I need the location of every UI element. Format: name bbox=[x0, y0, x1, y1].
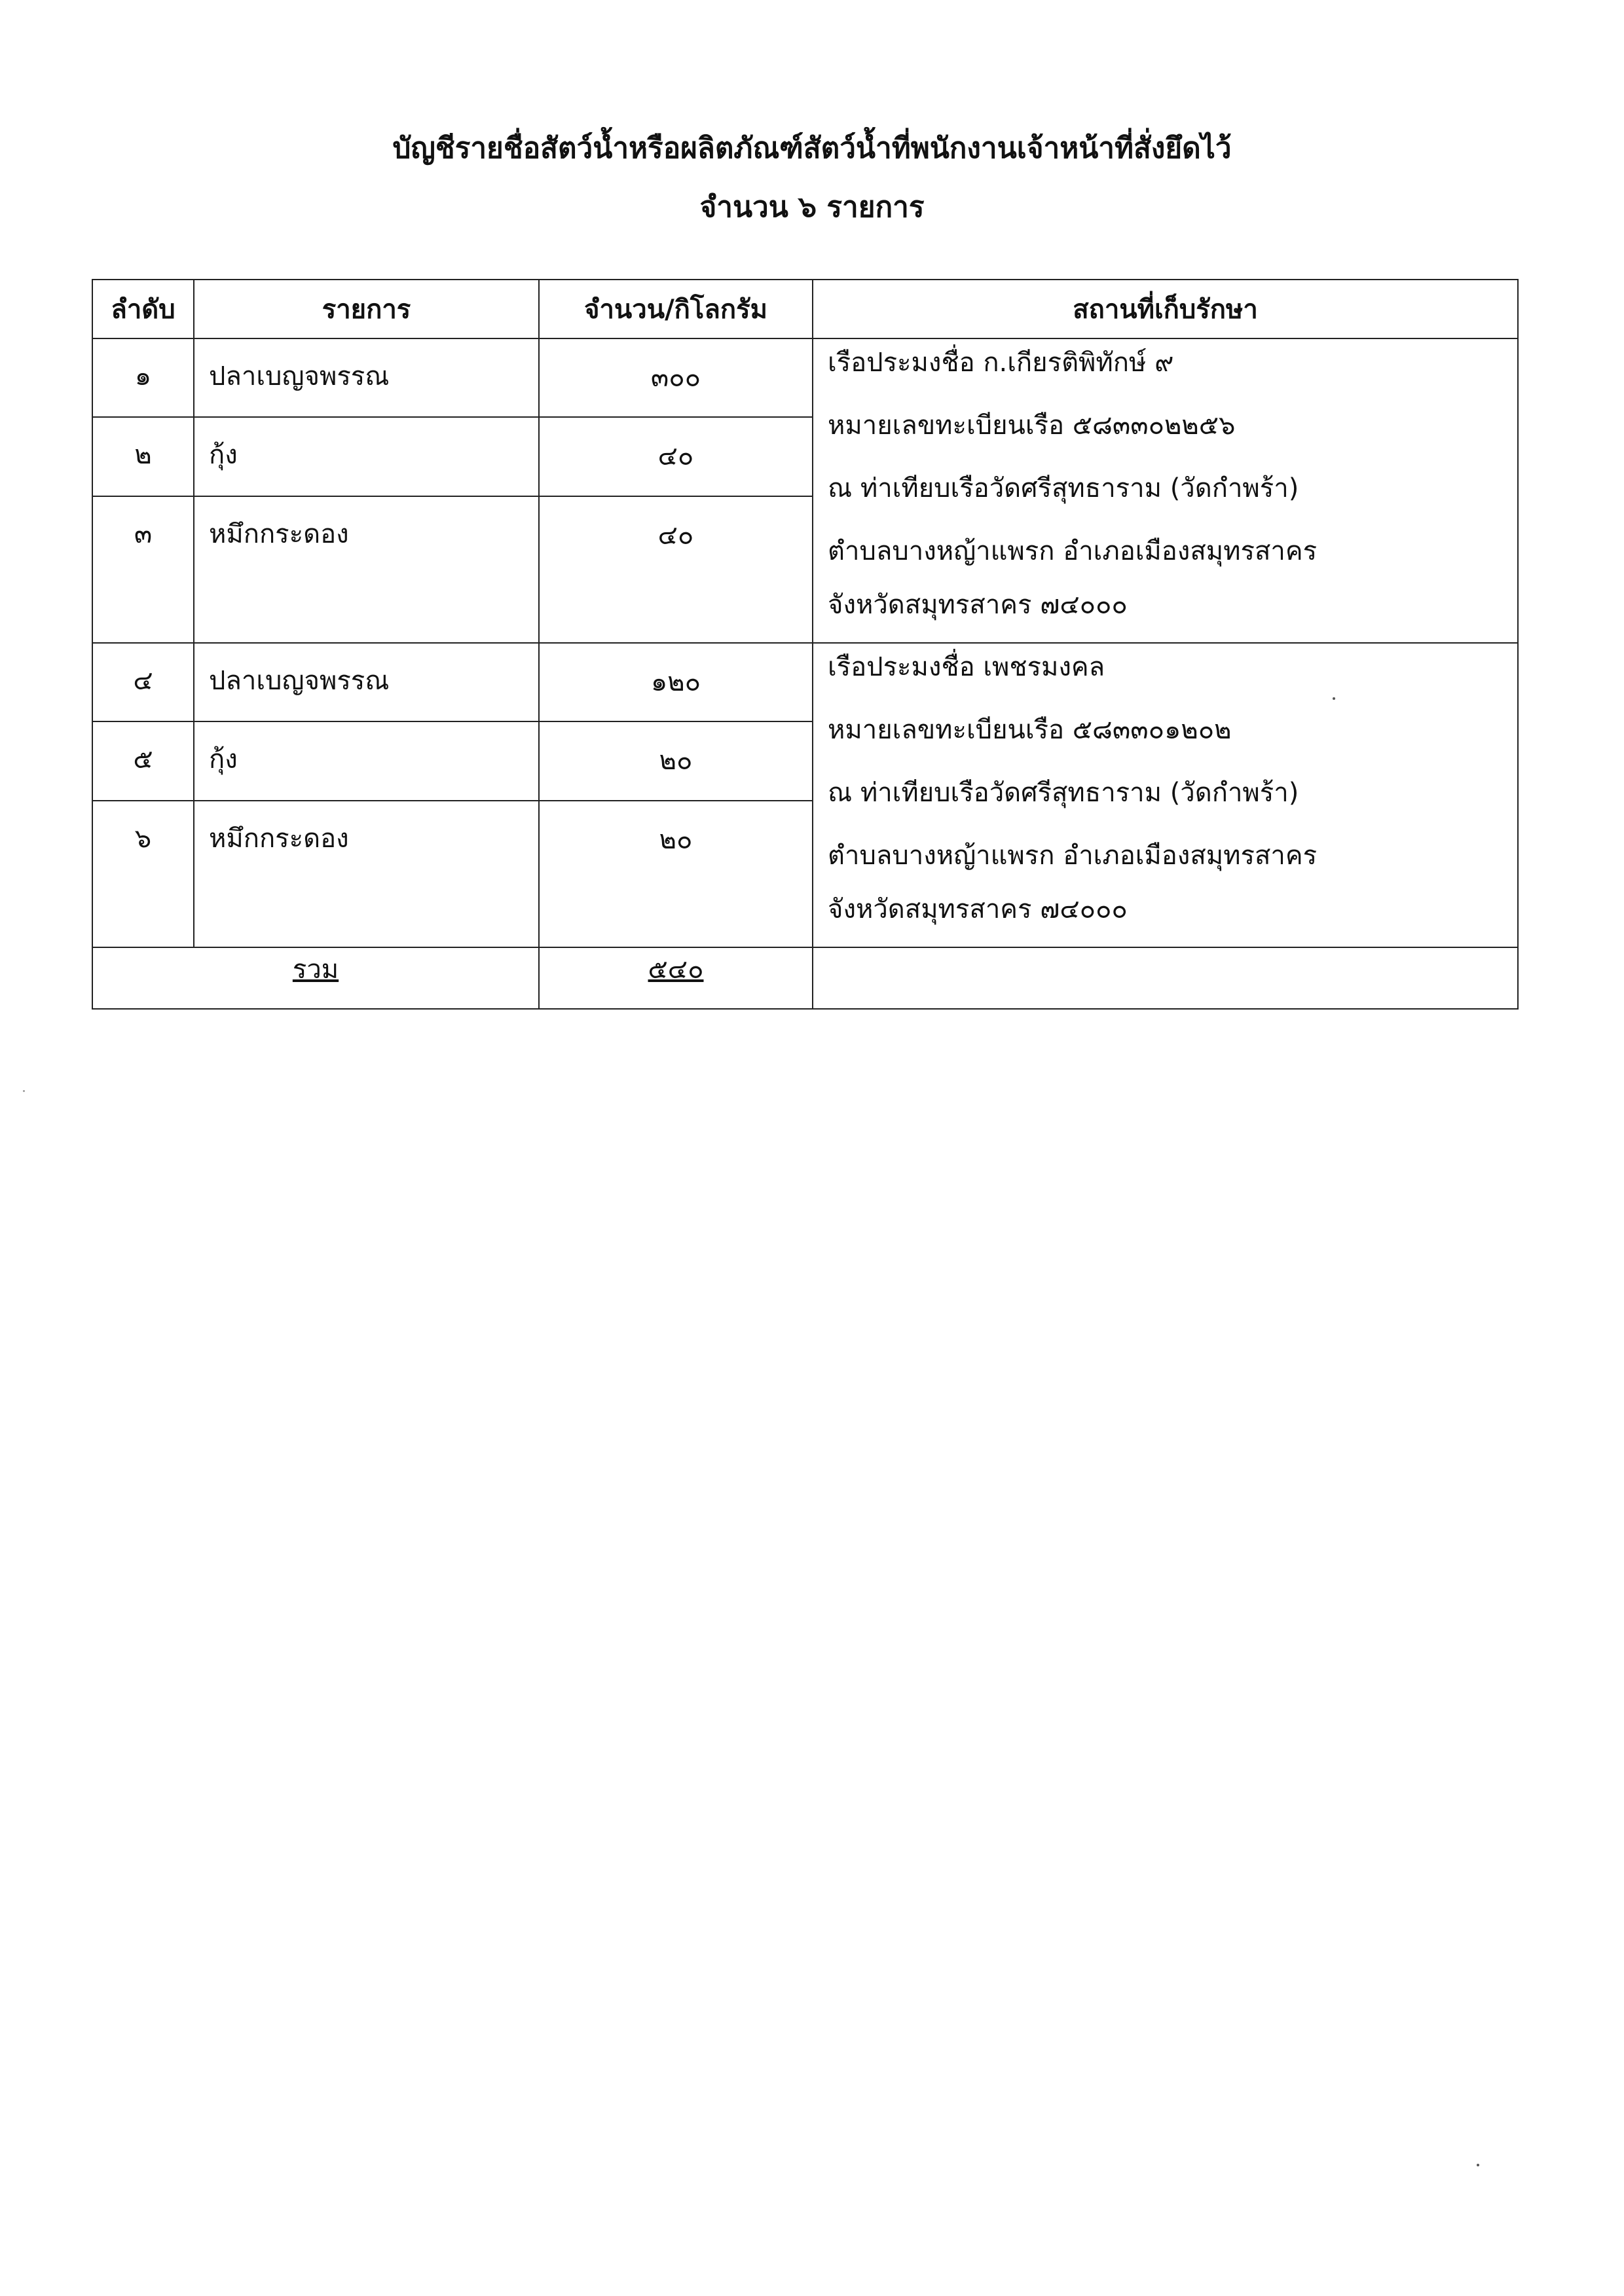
document-title: บัญชีรายชื่อสัตว์น้ำหรือผลิตภัณฑ์สัตว์น้ำที่พนักงานเจ้าหน้าที่สั่งยึดไว้ bbox=[392, 132, 1232, 165]
location-cell bbox=[813, 338, 1518, 643]
row-quantity: ๓๐๐ bbox=[539, 338, 813, 417]
total-row bbox=[92, 947, 1518, 1009]
document-subtitle: จำนวน ๖ รายการ bbox=[699, 191, 925, 224]
location-line: จังหวัดสมุทรสาคร ๗๔๐๐๐ bbox=[828, 590, 1128, 620]
row-quantity: ๔๐ bbox=[539, 417, 813, 496]
row-quantity: ๔๐ bbox=[539, 496, 813, 643]
row-quantity: ๒๐ bbox=[539, 721, 813, 801]
total-label: รวม bbox=[92, 947, 539, 1009]
row-index: ๑ bbox=[92, 338, 194, 417]
header-quantity: จำนวน/กิโลกรัม bbox=[539, 280, 813, 338]
location-cell bbox=[813, 643, 1518, 947]
row-item: กุ้ง bbox=[194, 721, 539, 801]
header-item: รายการ bbox=[194, 280, 539, 338]
row-index: ๔ bbox=[92, 643, 194, 721]
table-row bbox=[92, 643, 1518, 721]
row-index: ๒ bbox=[92, 417, 194, 496]
row-item: ปลาเบญจพรรณ bbox=[194, 643, 539, 721]
row-quantity: ๑๒๐ bbox=[539, 643, 813, 721]
header-location: สถานที่เก็บรักษา bbox=[813, 280, 1518, 338]
location-line: ณ ท่าเทียบเรือวัดศรีสุทธาราม (วัดกำพร้า) bbox=[828, 778, 1299, 808]
location-line: ตำบลบางหญ้าแพรก อำเภอเมืองสมุทรสาคร bbox=[828, 841, 1318, 871]
row-index: ๓ bbox=[92, 496, 194, 643]
row-index: ๕ bbox=[92, 721, 194, 801]
table-row bbox=[92, 338, 1518, 417]
total-quantity: ๕๔๐ bbox=[539, 947, 813, 1009]
row-item: ปลาเบญจพรรณ bbox=[194, 338, 539, 417]
row-item: กุ้ง bbox=[194, 417, 539, 496]
header-index: ลำดับ bbox=[92, 280, 194, 338]
location-line: ตำบลบางหญ้าแพรก อำเภอเมืองสมุทรสาคร bbox=[828, 536, 1318, 566]
location-line: หมายเลขทะเบียนเรือ ๕๘๓๓๐๑๒๐๒ bbox=[828, 715, 1232, 745]
location-line: ณ ท่าเทียบเรือวัดศรีสุทธาราม (วัดกำพร้า) bbox=[828, 473, 1299, 503]
location-line: หมายเลขทะเบียนเรือ ๕๘๓๓๐๒๒๕๖ bbox=[828, 410, 1236, 441]
row-index: ๖ bbox=[92, 801, 194, 947]
table-header-row bbox=[92, 280, 1518, 338]
scan-speck bbox=[1333, 697, 1335, 700]
location-line: จังหวัดสมุทรสาคร ๗๔๐๐๐ bbox=[828, 894, 1128, 924]
total-empty-cell bbox=[813, 947, 1518, 1009]
row-item: หมึกกระดอง bbox=[194, 496, 539, 643]
location-line: เรือประมงชื่อ เพชรมงคล bbox=[828, 652, 1105, 682]
scan-speck bbox=[23, 1090, 25, 1092]
scan-speck bbox=[1477, 2164, 1479, 2166]
row-item: หมึกกระดอง bbox=[194, 801, 539, 947]
seized-items-table bbox=[92, 279, 1519, 1010]
location-line: เรือประมงชื่อ ก.เกียรติพิทักษ์ ๙ bbox=[828, 348, 1174, 378]
row-quantity: ๒๐ bbox=[539, 801, 813, 947]
